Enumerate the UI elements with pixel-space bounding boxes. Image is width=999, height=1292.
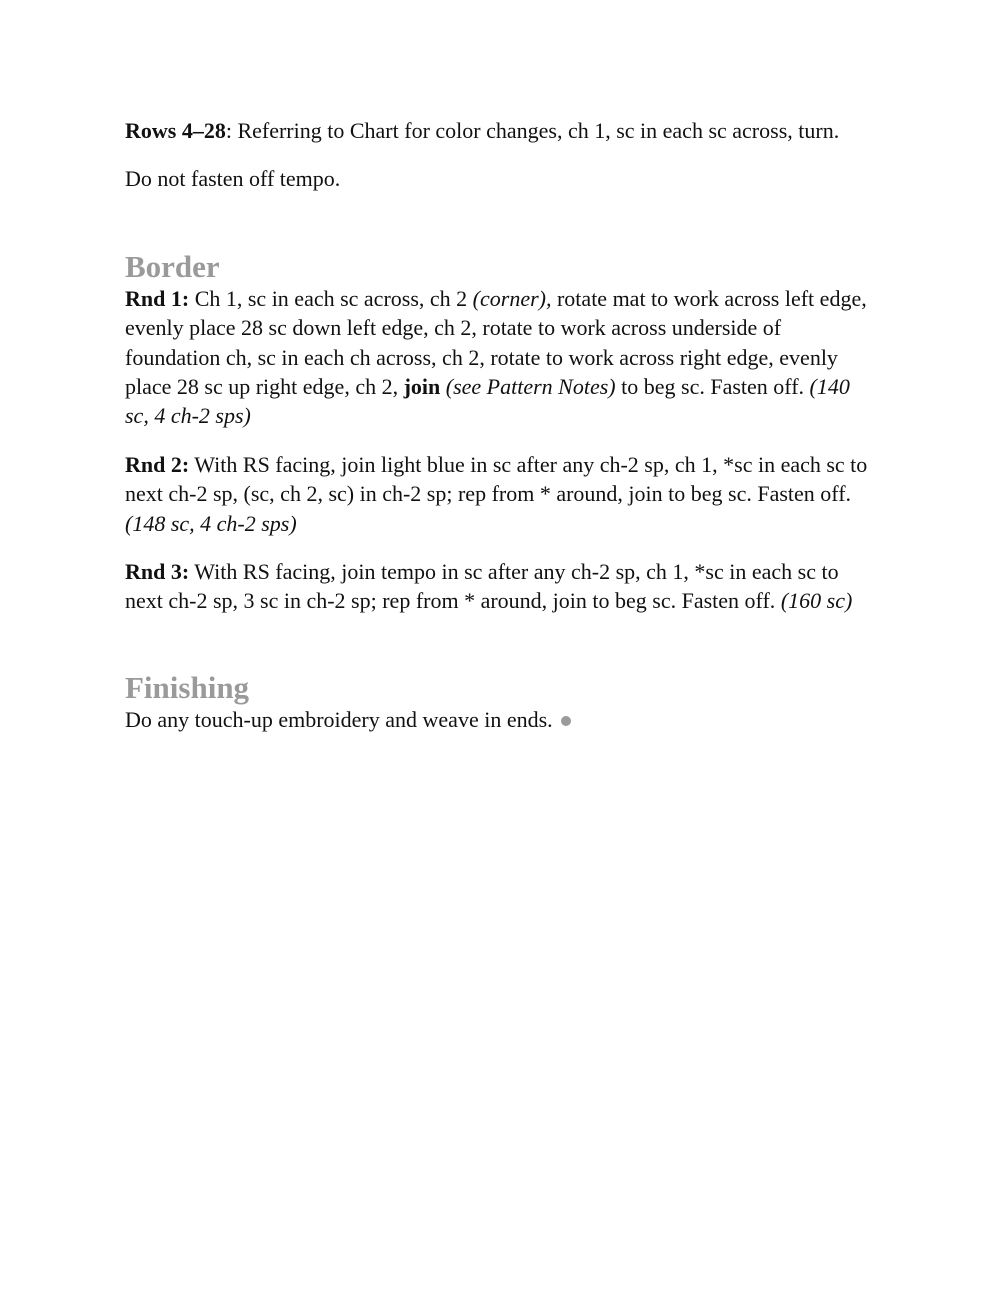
rnd1-count: (140 sc, 4 ch-2 sps) (125, 374, 850, 429)
fasten-note: Do not fasten off tempo. (125, 166, 341, 192)
rows-label: Rows 4–28 (125, 118, 226, 143)
document-page (125, 116, 877, 753)
rnd1-join: join (403, 374, 441, 400)
rnd1-corner-note: (corner), (472, 285, 552, 311)
rnd2-label: Rnd 2: (125, 451, 190, 477)
end-of-pattern-dot-icon (561, 716, 571, 726)
rnd1-paragraph (125, 284, 877, 431)
border-heading: Border (125, 248, 220, 284)
rnd1-label: Rnd 1: (125, 285, 190, 311)
rnd1-text-4: to beg sc. Fasten off. (615, 374, 810, 400)
finishing-text: Do any touch-up embroidery and weave in ends. (125, 706, 553, 732)
finishing-paragraph (125, 705, 877, 734)
rnd2-text: With RS facing, join light blue in sc after any ch-2 sp, ch 1, *sc in each sc to next ch-2 sp, (sc, ch 2, sc) in ch-2 sp; rep from * around, join to beg sc. Fasten off. (125, 451, 868, 507)
rnd3-text: With RS facing, join tempo in sc after any ch-2 sp, ch 1, *sc in each sc to next ch-2 sp, 3 sc in ch-2 sp; rep from * around, join to beg sc. Fasten off. (125, 559, 839, 614)
rnd1-text-1: Ch 1, sc in each sc across, ch 2 (189, 285, 473, 311)
rnd3-count: (160 sc) (780, 588, 853, 614)
finishing-heading: Finishing (125, 669, 250, 705)
rows-paragraph (125, 116, 877, 145)
rnd1-text-2: rotate mat to work across left edge, evenly place 28 sc down left edge, ch 2, rotate to work across underside of foundation ch, sc in each ch across, ch 2, rotate to work across right edge, evenly place 28 sc up right edge, ch 2, (125, 285, 867, 400)
rnd2-count: (148 sc, 4 ch-2 sps) (125, 510, 297, 536)
rnd1-pattern-notes-ref: (see Pattern Notes) (445, 374, 616, 400)
rnd2-paragraph (125, 450, 877, 538)
rnd3-label: Rnd 3: (125, 559, 190, 585)
rows-text: : Referring to Chart for color changes, ch 1, sc in each sc across, turn. (225, 118, 840, 143)
rnd3-paragraph (125, 557, 877, 616)
